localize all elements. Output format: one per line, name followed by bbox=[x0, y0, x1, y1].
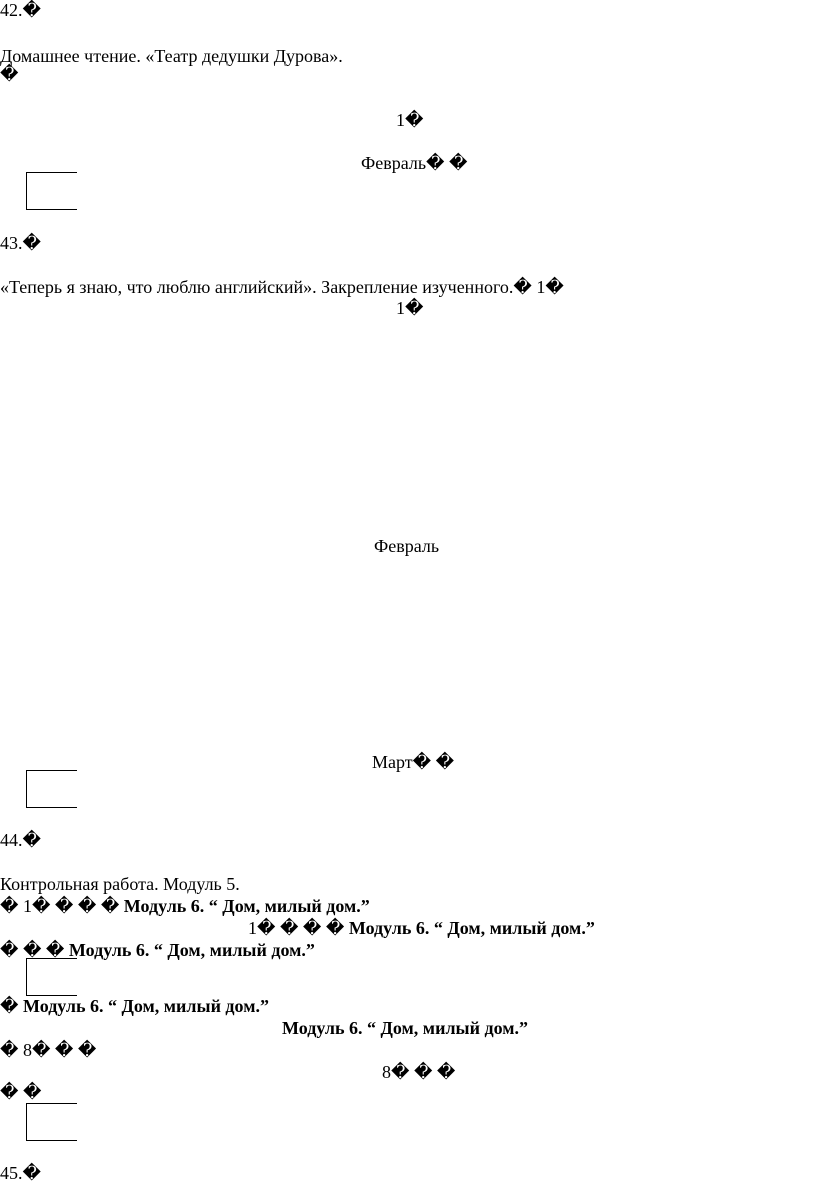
module-row-3-prefix: � � � bbox=[0, 940, 65, 960]
date-cell-box bbox=[26, 1103, 77, 1141]
module-row-1 bbox=[0, 896, 370, 916]
module-row-1-prefix: � 1� � � � bbox=[0, 896, 120, 916]
module-row-8: � � bbox=[0, 1082, 42, 1102]
lesson-42-mark: � bbox=[0, 64, 19, 84]
lesson-44-number: 44.� bbox=[0, 830, 41, 850]
lesson-43-month: Февраль bbox=[374, 536, 440, 556]
module-row-6: � 8� � � bbox=[0, 1040, 97, 1060]
date-cell-box bbox=[26, 958, 77, 996]
module-6-title: Модуль 6. “ Дом, милый дом.” bbox=[22, 996, 269, 1016]
module-row-3 bbox=[0, 940, 315, 960]
module-6-title: Модуль 6. “ Дом, милый дом.” bbox=[282, 1018, 528, 1038]
module-row-2 bbox=[248, 918, 595, 938]
lesson-44-title: Контрольная работа. Модуль 5. bbox=[0, 874, 240, 894]
module-row-4 bbox=[0, 996, 269, 1016]
date-cell-box bbox=[26, 172, 77, 210]
module-6-title: Модуль 6. “ Дом, милый дом.” bbox=[123, 896, 370, 916]
module-row-4-prefix: � bbox=[0, 996, 19, 1016]
date-cell-box bbox=[26, 770, 77, 808]
module-6-title: Модуль 6. “ Дом, милый дом.” bbox=[68, 940, 315, 960]
lesson-42-title: Домашнее чтение. «Театр дедушки Дурова». bbox=[0, 46, 343, 66]
lesson-42-number: 42.� bbox=[0, 0, 41, 20]
module-row-2-prefix: 1� � � � bbox=[248, 918, 345, 938]
lesson-43-month-2: Март� � bbox=[372, 752, 455, 772]
lesson-45-number: 45.� bbox=[0, 1163, 41, 1183]
lesson-43-title: «Теперь я знаю, что люблю английский». Закрепление изученного.� 1� bbox=[0, 277, 564, 297]
lesson-43-hours: 1� bbox=[396, 298, 424, 318]
lesson-42-month: Февраль� � bbox=[361, 153, 468, 173]
module-6-title: Модуль 6. “ Дом, милый дом.” bbox=[348, 918, 595, 938]
lesson-43-number: 43.� bbox=[0, 233, 41, 253]
lesson-42-hours: 1� bbox=[396, 110, 424, 130]
module-row-7: 8� � � bbox=[382, 1062, 456, 1082]
